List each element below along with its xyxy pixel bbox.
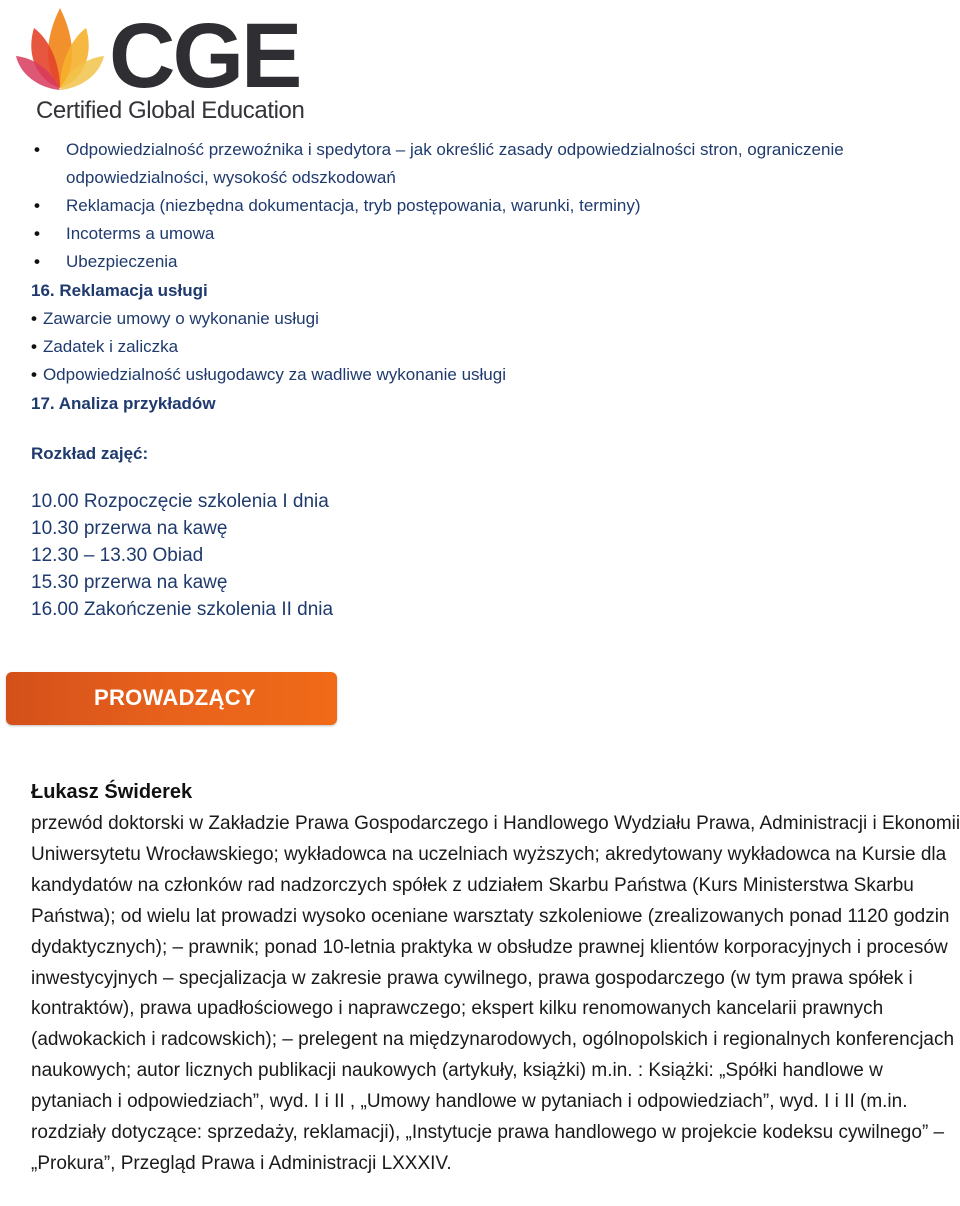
list-item: • Zadatek i zaliczka: [31, 337, 179, 356]
bullet-icon: •: [31, 337, 37, 356]
bullet-icon: •: [34, 196, 40, 215]
trainer-section-banner: [6, 672, 337, 725]
section-heading-16: 16. Reklamacja usługi: [31, 281, 208, 300]
bullet-icon: •: [31, 309, 37, 328]
section-heading-17: 17. Analiza przykładów: [31, 394, 216, 413]
list-item: • Ubezpieczenia: [66, 248, 178, 276]
bullet-icon: •: [34, 140, 40, 159]
schedule-row: 12.30 – 13.30 Obiad: [31, 545, 204, 566]
trainer-name: Łukasz Świderek: [31, 781, 193, 803]
list-item: • Zawarcie umowy o wykonanie usługi: [31, 309, 319, 328]
schedule-row: 16.00 Zakończenie szkolenia II dnia: [31, 599, 334, 620]
schedule-row: 10.00 Rozpoczęcie szkolenia I dnia: [31, 491, 329, 512]
logo-subtitle: Certified Global Education: [36, 97, 305, 124]
schedule-row: 10.30 przerwa na kawę: [31, 518, 228, 539]
list-item: • Incoterms a umowa: [66, 220, 214, 248]
list-item-continuation: odpowiedzialności, wysokość odszkodowań: [66, 168, 396, 187]
list-item: • Odpowiedzialność usługodawcy za wadliwe wykonanie usługi: [31, 365, 506, 384]
list-item: • Odpowiedzialność przewoźnika i spedytora – jak określić zasady odpowiedzialności stron, ograniczenie: [66, 136, 844, 164]
bullet-icon: •: [34, 252, 40, 271]
bullet-icon: •: [31, 365, 37, 384]
trainer-bio: przewód doktorski w Zakładzie Prawa Gospodarczego i Handlowego Wydziału Prawa, Administracji i Ekonomii Uniwersytetu Wrocławskiego; wykładowca na uczelniach wyższych; akredytowany wykładowca na Kursie dla kandydatów na członków rad nadzorczych spółek z udziałem Skarbu Państwa (Kurs Ministerstwa Skarbu Państwa); od wielu lat prowadzi wysoko oceniane warsztaty szkoleniowe (zrealizowanych ponad 1120 godzin dydaktycznych); – prawnik; ponad 10-letnia praktyka w obsłudze prawnej klientów korporacyjnych i procesów inwestycyjnych – specjalizacja w zakresie prawa cywilnego, prawa gospodarczego (w tym prawa spółek i kontraktów), prawa upadłościowego i naprawczego; ekspert kilku renomowanych kancelarii prawnych (adwokackich i radcowskich); – prelegent na międzynarodowych, ogólnopolskich i regionalnych konferencjach naukowych; autor licznych publikacji naukowych (artykuły, książki) m.in. : Książki: „Spółki handlowe w pytaniach i odpowiedziach”, wyd. I i II , „Umowy handlowe w pytaniach i odpowiedziach”, wyd. I i II (m.in. rozdziały dotyczące: sprzedaży, reklamacji), „Instytucje prawa handlowego w projekcie kodeksu cywilnego” – „Prokura”, Przegląd Prawa i Administracji LXXXIV.: [31, 813, 960, 1174]
list-item: • Reklamacja (niezbędna dokumentacja, tryb postępowania, warunki, terminy): [66, 192, 641, 220]
lotus-flower-icon: [14, 4, 106, 96]
schedule-heading: Rozkład zajęć:: [31, 444, 149, 463]
schedule-row: 15.30 przerwa na kawę: [31, 572, 228, 593]
bullet-icon: •: [34, 224, 40, 243]
logo-wordmark: CGE: [109, 5, 300, 107]
trainer-banner-label: PROWADZĄCY: [94, 685, 256, 710]
cge-logo: [14, 4, 314, 126]
